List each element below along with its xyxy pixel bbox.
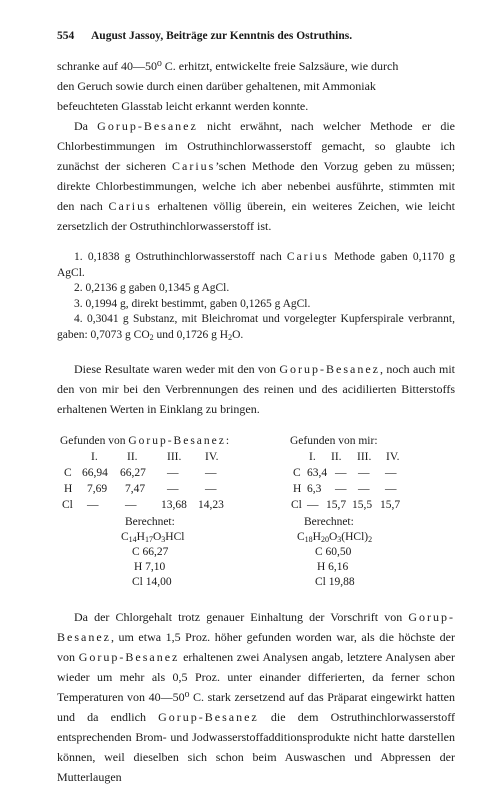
- column-header: I.: [309, 451, 316, 463]
- column-header: II.: [331, 451, 342, 463]
- column-header: I.: [91, 451, 98, 463]
- text-run: erhaltenen völlig überein, ein weiteres Zeichen, wie leicht zersetzlich der Ostruthinchlorwasserstoff ist.: [57, 199, 456, 233]
- paragraph-2: [57, 116, 455, 236]
- formula: $C_{14}H_{17}O_3HCl$: [121, 531, 185, 544]
- results-table: [57, 433, 455, 593]
- calc-value: Cl 19,88: [315, 576, 355, 588]
- table-cell: 15,7: [326, 499, 347, 511]
- text-run: Da der Chlorgehalt trotz genauer Einhaltung der Vorschrift von: [74, 610, 409, 624]
- text-run: Diese Resultate waren weder mit den von: [74, 362, 280, 376]
- calc-value: C 60,50: [315, 546, 352, 558]
- text-run: Methode gaben 0,1170 g AgCl.: [57, 251, 455, 279]
- author-name: Gorup-Besanez: [57, 610, 455, 644]
- table-cell: —: [358, 483, 370, 495]
- running-title: August Jassoy, Beiträge zur Kenntnis des Ostruthins.: [91, 30, 353, 42]
- author-name: Carius: [172, 159, 216, 173]
- calc-value: H 6,16: [317, 561, 349, 573]
- table-cell: H: [64, 483, 73, 495]
- text-run: , noch auch mit den von mir bei den Verbrennungen des reinen und des acidilierten Bitterstoffs erhaltenen Werten in Einklang zu bringen.: [57, 362, 455, 416]
- column-header: II.: [127, 451, 138, 463]
- table-cell: 15,5: [352, 499, 373, 511]
- column-header: III.: [357, 451, 372, 463]
- table-cell: C: [293, 467, 301, 479]
- table-cell: Cl: [291, 499, 302, 511]
- paragraph-1: [57, 56, 455, 116]
- subscript: 2: [228, 332, 233, 342]
- analysis-list: [57, 250, 455, 343]
- calculated-values: [57, 515, 455, 593]
- paragraph-4: [57, 607, 455, 787]
- text-run: , um etwa 1,5 Proz. höher gefunden worden war, als die höchste der von: [57, 630, 455, 664]
- table-cell: 66,94: [82, 467, 108, 479]
- table-cell: 7,69: [87, 483, 108, 495]
- table-cell: —: [358, 467, 370, 479]
- table-cell: —: [125, 499, 137, 511]
- text-run: ’schen Methode den Vorzug geben zu müssen; direkte Chlorbestimmungen, welche ich aber nebenbei ausführte, stimmten mit den nach: [57, 159, 455, 213]
- text-run: die dem Ostruthinchlorwasserstoff entsprechenden Brom- und Jodwasserstoffadditionsprodukte nicht hatte darstellen können, weil dieselben sich schon beim Auswaschen und Abpressen der Mutterlaugen: [57, 710, 455, 784]
- author-name: Carius: [286, 251, 329, 263]
- table-cell: —: [335, 467, 347, 479]
- text-run: 4. 0,3041 g Substanz, mit Bleichromat und vorgelegter Kupferspirale verbrannt, gaben: 0,7073 g CO: [57, 313, 455, 341]
- text-run: O.: [232, 328, 244, 341]
- column-header: IV.: [386, 451, 400, 463]
- text-line: den Geruch sowie durch einen darüber gehaltenen, mit Ammoniak: [57, 79, 376, 93]
- subscript: 2: [149, 332, 154, 342]
- table-cell: 63,4: [307, 467, 328, 479]
- table-cell: 7,47: [125, 483, 146, 495]
- calc-label: Berechnet:: [304, 516, 354, 528]
- table-cell: —: [385, 483, 397, 495]
- table-cell: —: [307, 499, 319, 511]
- text-run: Gefunden von: [60, 435, 129, 447]
- calc-value: C 66,27: [132, 546, 169, 558]
- text-run: Gefunden von mir:: [290, 435, 378, 447]
- calc-value: H 7,10: [134, 561, 166, 573]
- table-cell: Cl: [62, 499, 73, 511]
- author-name: Gorup-Besanez: [158, 710, 259, 724]
- text-run: Da: [74, 119, 98, 133]
- table-cell: 15,7: [380, 499, 401, 511]
- table-cell: 13,68: [161, 499, 187, 511]
- table-cell: 6,3: [307, 483, 322, 495]
- paragraph-3: [57, 359, 455, 419]
- table-header-row: [57, 449, 455, 465]
- analysis-item: [57, 312, 455, 343]
- running-header: [57, 30, 455, 46]
- table-title-row: [57, 433, 455, 449]
- text-run: 1. 0,1838 g Ostruthinchlorwasserstoff nach: [74, 251, 287, 263]
- author-name: Carius: [108, 199, 152, 213]
- text-run: und 0,1726 g H: [153, 328, 229, 341]
- table-cell: 14,23: [198, 499, 224, 511]
- analysis-item: 2. 0,2136 g gaben 0,1345 g AgCl.: [74, 282, 230, 294]
- table-cell: C: [64, 467, 72, 479]
- analysis-item: 3. 0,1994 g, direkt bestimmt, gaben 0,1265 g AgCl.: [74, 297, 311, 310]
- table-cell: —: [167, 483, 179, 495]
- left-table-title: [57, 433, 290, 449]
- text-line: schranke auf 40—50⁰ C. erhitzt, entwickelte freie Salzsäure, wie durch: [57, 59, 399, 73]
- page: [57, 30, 455, 787]
- author-name: Gorup-Besanez: [279, 362, 380, 376]
- formula: $C_{18}H_{20}O_3(HCl)_2$: [297, 531, 373, 544]
- table-row: [57, 497, 455, 513]
- calc-value: Cl 14,00: [132, 576, 172, 588]
- column-header: IV.: [205, 451, 219, 463]
- text-run: :: [225, 435, 230, 447]
- right-table-title: [290, 433, 455, 449]
- author-name: Gorup-Besanez: [97, 119, 198, 133]
- table-cell: 66,27: [120, 467, 146, 479]
- text-run: erhaltenen zwei Analysen angab, letztere Analysen aber wieder um mehr als 0,5 Proz. unter einander differierten, da ferner schon Temperaturen von 40—50⁰ C. stark zersetzend auf das Präparat eingewirkt hatten und da endlich: [57, 650, 456, 724]
- table-cell: —: [205, 483, 217, 495]
- table-cell: —: [167, 467, 179, 479]
- table-cell: —: [87, 499, 99, 511]
- table-row: [57, 481, 455, 497]
- text-run: nicht erwähnt, nach welcher Methode er die Chlorbestimmungen im Ostruthinchlorwasserstoff gemacht, so glaubte ich zunächst der sicheren: [57, 119, 455, 173]
- table-cell: H: [293, 483, 302, 495]
- author-name: Gorup-Besanez: [128, 435, 226, 447]
- table-cell: —: [335, 483, 347, 495]
- table-row: [57, 465, 455, 481]
- text-line: befeuchteten Glasstab leicht erkannt werden konnte.: [57, 99, 309, 113]
- column-header: III.: [167, 451, 182, 463]
- table-cell: —: [205, 467, 217, 479]
- table-cell: —: [385, 467, 397, 479]
- calc-label: Berechnet:: [125, 516, 175, 528]
- page-number: 554: [57, 30, 75, 42]
- analysis-item: [57, 250, 455, 281]
- author-name: Gorup-Besanez: [78, 650, 180, 664]
